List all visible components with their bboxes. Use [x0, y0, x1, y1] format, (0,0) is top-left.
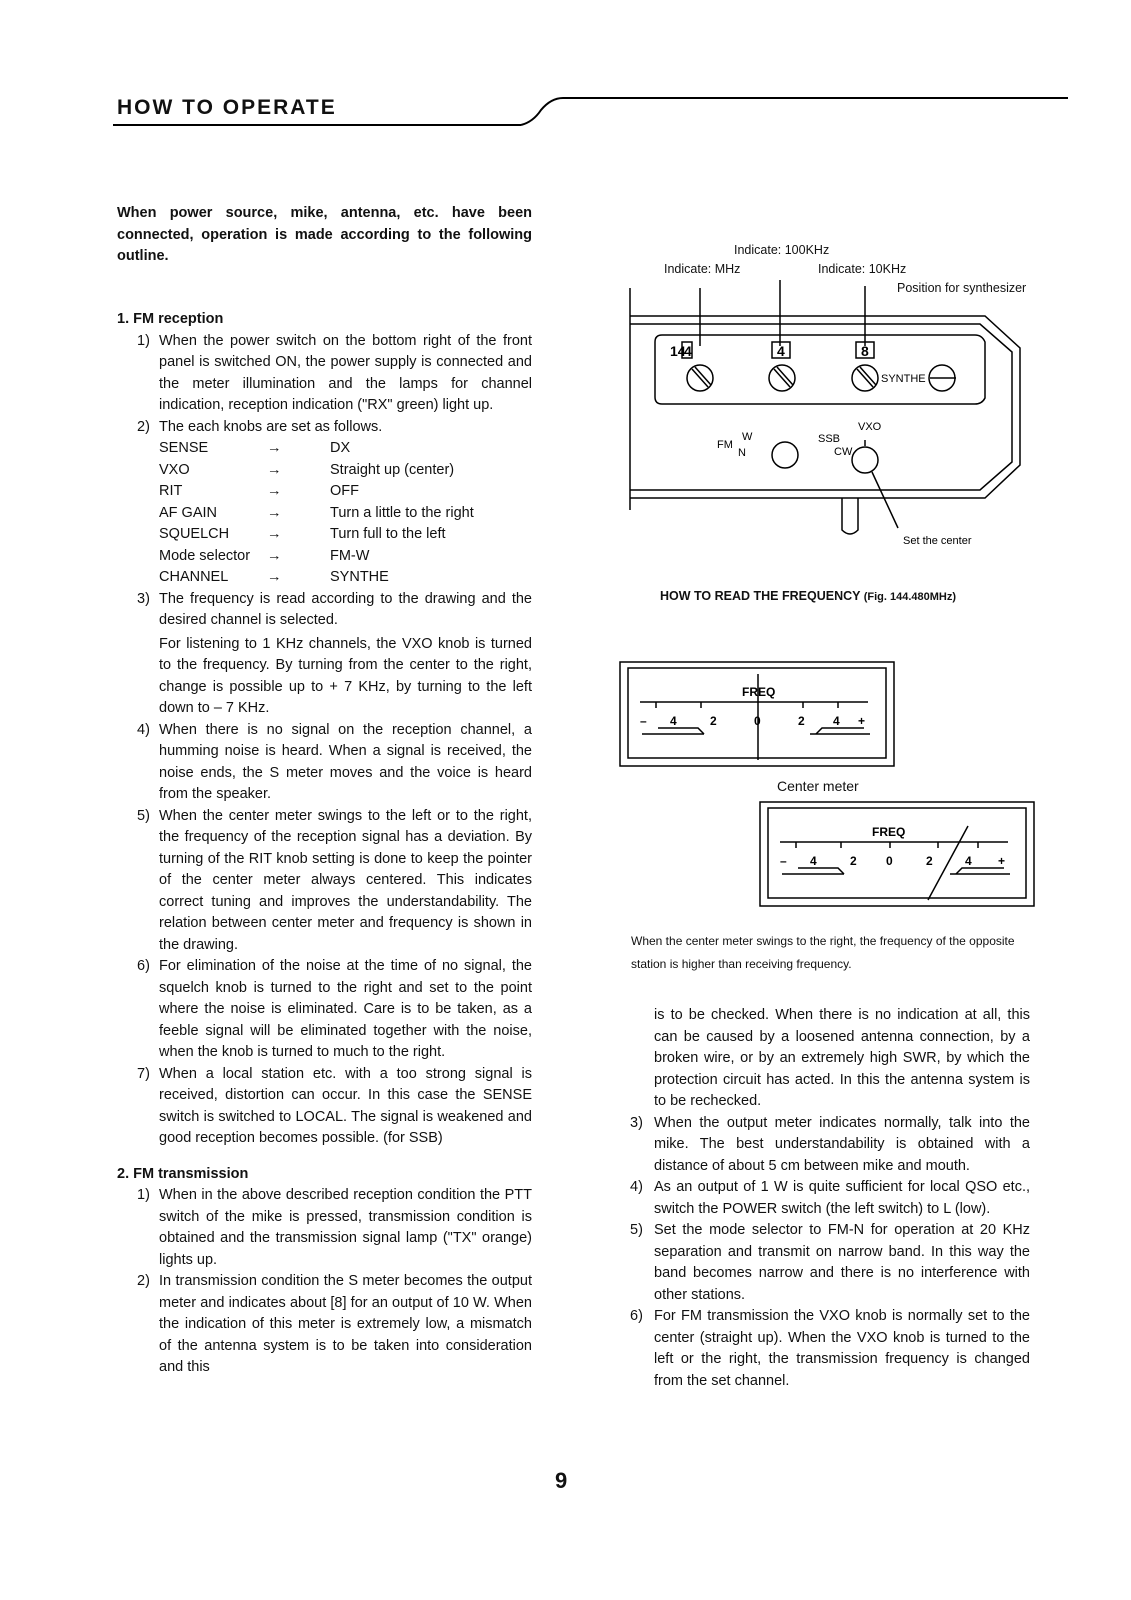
svg-text:4: 4	[965, 854, 972, 868]
svg-text:2: 2	[926, 854, 933, 868]
list-item: 5) When the center meter swings to the left or to the right, the frequency of the reception signal has a deviation. By turning of the RIT knob setting is done to keep the pointer of the center meter always centered. This indicates correct tuning and improves the understandability. The relation between center meter and frequency is shown in the drawing.	[137, 807, 532, 953]
list-item: 4) As an output of 1 W is quite sufficient for local QSO etc., switch the POWER switch (the left switch) to L (low).	[630, 1179, 1030, 1217]
center-meter-note: When the center meter swings to the right, the frequency of the opposite station is higher than receiving frequency.	[631, 934, 1015, 971]
intro-paragraph: When power source, mike, antenna, etc. have been connected, operation is made according to the following outline.	[117, 205, 532, 264]
svg-text:–: –	[780, 854, 787, 868]
list-item: 3) The frequency is read according to the drawing and the desired channel is selected.	[137, 590, 532, 628]
svg-text:4: 4	[684, 343, 692, 359]
svg-text:FREQ: FREQ	[872, 825, 906, 839]
table-row: CHANNEL → SYNTHE	[159, 569, 389, 585]
page-number: 9	[555, 1468, 568, 1493]
center-meter-swung-right	[758, 800, 1038, 910]
svg-text:2: 2	[798, 714, 805, 728]
list-item: 3) When the output meter indicates normally, talk into the mike. The best understandability is obtained with a distance of about 5 cm between mike and mouth.	[630, 1114, 1030, 1174]
label-synthesizer-position: Position for synthesizer	[897, 281, 1027, 295]
svg-text:4: 4	[810, 854, 817, 868]
svg-text:2: 2	[710, 714, 717, 728]
svg-text:4: 4	[833, 714, 840, 728]
svg-text:SSB: SSB	[818, 433, 841, 445]
right-column	[630, 1005, 1030, 1392]
label-indicate-100khz: Indicate: 100KHz	[734, 243, 830, 257]
svg-text:Set the center: Set the center	[903, 535, 972, 547]
center-meter-centered	[618, 660, 898, 770]
svg-text:CW: CW	[834, 446, 853, 458]
svg-text:8: 8	[861, 343, 869, 359]
svg-text:+: +	[858, 714, 866, 728]
knob-settings-table	[159, 438, 474, 589]
svg-text:2: 2	[850, 854, 857, 868]
figure1-caption: HOW TO READ THE FREQUENCY (Fig. 144.480MHz)	[660, 589, 957, 603]
list-item: 1) When in the above described reception condition the PTT switch of the mike is pressed, transmission condition is obtained and the transmission signal lamp ("TX" orange) lights up.	[137, 1187, 532, 1268]
svg-text:0: 0	[754, 714, 761, 728]
table-row: Mode selector → FM-W	[159, 547, 370, 564]
svg-text:+: +	[998, 854, 1006, 868]
svg-text:FREQ: FREQ	[742, 685, 776, 699]
list-item: 4) When there is no signal on the reception channel, a humming noise is heard. When a signal is received, the noise ends, the S meter moves and the voice is heard from the speaker.	[137, 721, 532, 802]
list-item: 6) For FM transmission the VXO knob is normally set to the center (straight up). When the VXO knob is turned to the left or the right, the transmission frequency is changed from the set channel.	[630, 1308, 1030, 1389]
section-title-fm-reception: 1. FM reception	[117, 311, 224, 327]
front-panel-diagram	[620, 280, 1040, 570]
page-title: HOW TO OPERATE	[117, 96, 337, 119]
svg-text:4: 4	[777, 343, 785, 359]
svg-text:VXO: VXO	[858, 421, 882, 433]
table-row: AF GAIN → Turn a little to the right	[159, 504, 474, 521]
svg-text:SYNTHE: SYNTHE	[881, 373, 926, 385]
list-item-continuation: is to be checked. When there is no indication at all, this can be caused by a loosened antenna connection, by a broken wire, or by an extremely high SWR, by which the protection circuit has acted. In this the antenna system is to be rechecked.	[654, 1007, 1030, 1109]
table-row: SQUELCH → Turn full to the left	[159, 526, 446, 542]
label-indicate-mhz: Indicate: MHz	[664, 262, 741, 276]
list-item: 6) For elimination of the noise at the time of no signal, the squelch knob is turned to the right and set to the point where the noise is eliminated. Care is to be taken, as a feeble signal will be eliminated together with the noise, when the knob is turned to much to the right.	[137, 958, 532, 1060]
list-item: 2) In transmission condition the S meter becomes the output meter and indicates about [8] for an output of 10 W. When the indication of this meter is extremely low, a mismatch of the antenna system is to be taken into consideration and this	[137, 1273, 532, 1375]
list-item: 2) The each knobs are set as follows.	[137, 418, 383, 435]
label-indicate-10khz: Indicate: 10KHz	[818, 262, 907, 276]
table-row: VXO → Straight up (center)	[159, 461, 455, 478]
table-row: SENSE → DX	[159, 440, 351, 456]
svg-text:–: –	[640, 714, 647, 728]
left-column	[117, 309, 532, 1379]
svg-text:FM: FM	[717, 439, 733, 451]
list-item: 1) When the power switch on the bottom right of the front panel is switched ON, the power supply is connected and the meter illumination and the lamps for channel indication, reception indication ("RX" green) light up.	[137, 332, 532, 413]
section-title-fm-transmission: 2. FM transmission	[117, 1165, 249, 1182]
svg-text:14: 14	[670, 343, 686, 359]
svg-text:4: 4	[670, 714, 677, 728]
list-item: 7) When a local station etc. with a too strong signal is received, distortion can occur. In this case the SENSE switch is switched to LOCAL. The signal is weakened and good reception becomes possible. (for SSB)	[137, 1065, 532, 1146]
list-item: 5) Set the mode selector to FM-N for operation at 20 KHz separation and transmit on narrow band. In this way the band becomes narrow and there is no interference with other stations.	[630, 1222, 1030, 1303]
table-row: RIT → OFF	[159, 483, 359, 499]
vxo-note: For listening to 1 KHz channels, the VXO knob is turned to the frequency. By turning from the center to the right, change is possible up to + 7 KHz, by turning to the left down to – 7 KHz.	[159, 635, 532, 716]
svg-text:W: W	[742, 431, 753, 443]
center-meter-caption: Center meter	[777, 778, 859, 794]
svg-text:N: N	[738, 447, 746, 459]
svg-text:0: 0	[886, 854, 893, 868]
